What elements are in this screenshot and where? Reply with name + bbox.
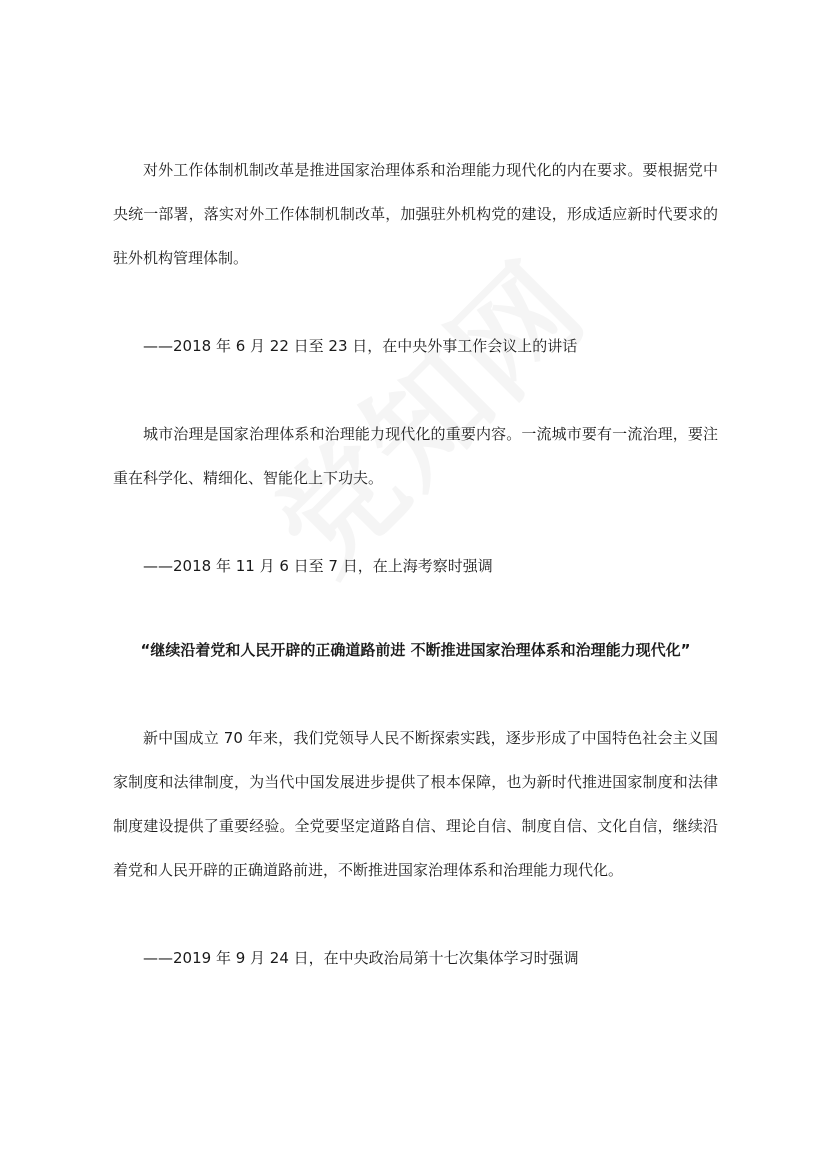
spacer [113, 280, 718, 324]
spacer [113, 892, 718, 936]
spacer [113, 672, 718, 716]
source-citation-2018-06: ——2018 年 6 月 22 日至 23 日，在中央外事工作会议上的讲话 [143, 337, 578, 355]
paragraph-foreign-affairs: 对外工作体制机制改革是推进国家治理体系和治理能力现代化的内在要求。要根据党中央统一部署，落实对外工作体制机制改革，加强驻外机构党的建设，形成适应新时代要求的驻外机构管理体制。 [113, 161, 718, 267]
section-heading: “继续沿着党和人民开辟的正确道路前进 不断推进国家治理体系和治理能力现代化” [140, 641, 691, 659]
source-citation-2019-09: ——2019 年 9 月 24 日，在中央政治局第十七次集体学习时强调 [143, 949, 579, 967]
document-body [113, 148, 718, 980]
source-citation-2018-11: ——2018 年 11 月 6 日至 7 日，在上海考察时强调 [143, 557, 493, 575]
spacer [113, 368, 718, 412]
paragraph-city-governance: 城市治理是国家治理体系和治理能力现代化的重要内容。一流城市要有一流治理，要注重在科学化、精细化、智能化上下功夫。 [113, 425, 718, 487]
paragraph-national-system: 新中国成立 70 年来，我们党领导人民不断探索实践，逐步形成了中国特色社会主义国家制度和法律制度，为当代中国发展进步提供了根本保障，也为新时代推进国家制度和法律制度建设提供了重要经验。全党要坚定道路自信、理论自信、制度自信、文化自信，继续沿着党和人民开辟的正确道路前进，不断推进国家治理体系和治理能力现代化。 [113, 729, 718, 879]
spacer [113, 500, 718, 544]
spacer [113, 588, 718, 628]
